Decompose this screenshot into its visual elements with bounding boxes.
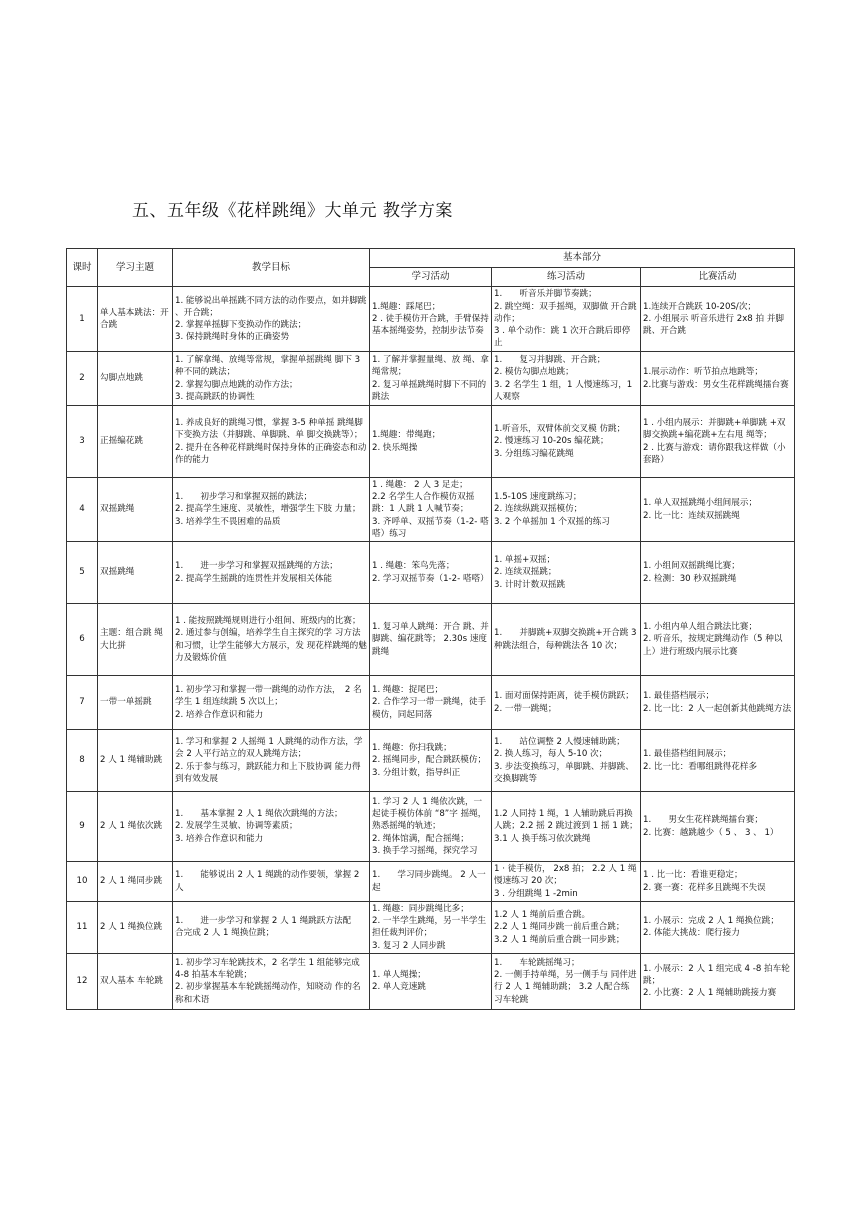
practice-activity: [492, 730, 641, 792]
learning-activity: [370, 406, 492, 478]
cell-line: 2. 学习双摇节奏（1-2- 嗒嗒）: [372, 573, 489, 584]
cell-line: 2. 单人竞速跳: [372, 982, 426, 993]
header-goals: 教学目标: [173, 249, 370, 287]
lesson-number: 9: [67, 792, 98, 862]
cell-line: 2. 乐于参与练习，跳跃能力和上下肢协调 能力得到有效发展: [175, 761, 361, 784]
practice-activity: [492, 406, 641, 478]
cell-line: 2. 体能大挑战：爬行接力: [643, 928, 740, 939]
lesson-number: 12: [67, 953, 98, 1009]
cell-line: 2. 摇绳同步，配合跳跃模仿；: [372, 755, 487, 766]
lesson-topic: 双摇跳绳: [98, 542, 173, 604]
table-row: [67, 862, 795, 902]
cell-line: 3. 步法变换练习，单脚跳、并脚跳、交换脚跳等: [494, 761, 634, 784]
cell-line: 2. 一带一跳绳；: [494, 703, 557, 714]
cell-line: 1.绳趣：带绳跑；: [372, 430, 441, 441]
lesson-plan-table: [66, 248, 795, 1010]
cell-line: 1. 绳趣：你扫我跳；: [372, 743, 452, 754]
cell-line: 1. 绳趣：同步跳绳比多；: [372, 904, 469, 915]
practice-activity: [492, 478, 641, 542]
cell-line: 种跳法组合，每种跳法各 10 次；: [494, 640, 623, 651]
cell-line: 1.绳趣：踩尾巴；: [372, 301, 441, 312]
lesson-topic: 勾脚点地跳: [98, 352, 173, 406]
header-basic-part: 基本部分: [370, 249, 795, 268]
cell-line: 3. 齐呼单、双摇节奏（1-2- 嗒嗒）练习: [372, 516, 489, 539]
cell-line: 1.2 人 1 绳前后重合跳。: [494, 910, 591, 921]
practice-activity: [492, 542, 641, 604]
cell-line: 1. 最佳搭档展示；: [643, 691, 715, 702]
learning-activity: [370, 478, 492, 542]
cell-line: 2. 提升在各种花样跳绳时保持身体的正确姿态和动作的能力: [175, 442, 367, 465]
cell-line: 1. 单摇+双摇；: [494, 555, 556, 566]
cell-line: 1.2 人同持 1 绳，1 人辅助跳后再换人跳；2.2 摇 2 跳过渡到 1 摇 1 跳； 3.1 人 换手练习依次跳绳: [494, 809, 638, 844]
header-lesson: 课时: [67, 249, 98, 287]
table-row: [67, 542, 795, 604]
header-learning-activity: 学习活动: [370, 268, 492, 287]
table-row: [67, 406, 795, 478]
cell-line: 2. 提高学生速度、灵敏性，增强学生下肢 力量；: [175, 504, 361, 515]
header-practice-activity: 练习活动: [492, 268, 641, 287]
lesson-topic: 主题：组合跳 绳大比拼: [98, 604, 173, 676]
cell-line: 2. 小比赛：2 人 1 绳辅助跳接力赛: [643, 988, 777, 999]
cell-line: 1. 初步学习和掌握双摇的跳法；: [175, 492, 313, 503]
cell-line: 3. 分组计数，指导纠正: [372, 767, 461, 778]
cell-line: 1. 复习并脚跳、开合跳；: [494, 355, 606, 366]
cell-line: 1 . 绳趣：笨鸟先落；: [372, 561, 455, 572]
cell-line: 1.连续开合跳跃 10-20S/次；: [643, 301, 757, 312]
cell-line: 1. 并脚跳+双脚交换跳+开合跳 3: [494, 628, 637, 639]
lesson-number: 7: [67, 676, 98, 730]
teaching-goals: [173, 730, 370, 792]
cell-line: 2. 通过参与创编，培养学生自主探究的学 习方法和习惯，让学生能够大方展示，发 现花样跳绳的魅力及锻炼价值: [175, 628, 367, 663]
competition-activity: [641, 352, 795, 406]
cell-line: 1. 最佳搭档组间展示；: [643, 749, 732, 760]
cell-line: 1.5-10S 速度跳练习；: [494, 492, 582, 503]
teaching-goals: [173, 902, 370, 954]
cell-line: 1 . 能按照跳绳规则进行小组间、班级内的比赛；: [175, 616, 361, 627]
cell-line: 2.2 人 1 绳同步跳一前后重合跳；: [494, 922, 625, 933]
cell-line: 1. 进一步学习和掌握双摇跳绳的方法；: [175, 561, 338, 572]
cell-line: 1. 站位调整 2 人慢速辅助跳；: [494, 737, 625, 748]
competition-activity: [641, 862, 795, 902]
teaching-goals: [173, 604, 370, 676]
lesson-topic: 2 人 1 绳辅助跳: [98, 730, 173, 792]
cell-line: 2. 小组展示 听音乐进行 2x8 拍 并脚跳、开合跳: [643, 313, 785, 337]
cell-line: 2 . 徒手模仿开合跳，手臂保持基本摇绳姿势，控制步法节奏: [372, 313, 489, 337]
teaching-goals: [173, 287, 370, 352]
table-row: [67, 676, 795, 730]
header-competition-activity: 比赛活动: [641, 268, 795, 287]
learning-activity: [370, 352, 492, 406]
cell-line: 1. 小展示：2 人 1 组完成 4 -8 拍车轮跳；: [643, 964, 790, 987]
cell-line: 2. 培养合作意识和能力: [175, 709, 264, 720]
cell-line: 2. 比一比：2 人一起创新其他跳绳方法: [643, 703, 792, 714]
cell-line: 3. 2 名学生 1 组，1 人慢速练习，1 人观察: [494, 379, 633, 402]
lesson-topic: 2 人 1 绳换位跳: [98, 902, 173, 954]
lesson-number: 5: [67, 542, 98, 604]
competition-activity: [641, 792, 795, 862]
cell-line: 1. 绳趣：捉尾巴；: [372, 685, 444, 696]
lesson-number: 3: [67, 406, 98, 478]
cell-line: 2. 比一比：连续双摇跳绳: [643, 510, 740, 521]
cell-line: 1. 车轮跳摇绳习；: [494, 957, 580, 968]
cell-line: 2. 一半学生跳绳，另一半学生担任裁判评价；: [372, 916, 487, 939]
cell-line: 2. 跳空绳：双手摇绳，双脚做 开合跳动作；: [494, 301, 637, 324]
cell-line: 3. 培养合作意识和能力: [175, 833, 264, 844]
header-topic: 学习主题: [98, 249, 173, 287]
cell-line: 3. 2 个单摇加 1 个双摇的练习: [494, 516, 610, 527]
lesson-number: 2: [67, 352, 98, 406]
table-row: [67, 478, 795, 542]
teaching-goals: [173, 478, 370, 542]
cell-line: 1. 单人双摇跳绳小组间展示；: [643, 498, 758, 509]
cell-line: 2. 提高学生摇跳的连贯性并发展相关体能: [175, 573, 333, 584]
lesson-topic: 一带一单摇跳: [98, 676, 173, 730]
cell-line: 1. 男女生花样跳绳擂台赛；: [643, 815, 763, 826]
table-row: [67, 604, 795, 676]
practice-activity: [492, 676, 641, 730]
cell-line: 1. 了解拿绳、放绳等常规，掌握单摇跳绳 脚下 3 种不同的跳法；: [175, 355, 361, 378]
practice-activity: [492, 953, 641, 1009]
teaching-goals: [173, 352, 370, 406]
cell-line: 2. 模仿勾脚点地跳；: [494, 367, 574, 378]
practice-activity: [492, 287, 641, 352]
lesson-number: 1: [67, 287, 98, 352]
cell-line: 1. 学习同步跳绳。 2 人一起: [372, 870, 486, 893]
learning-activity: [370, 542, 492, 604]
lesson-number: 11: [67, 902, 98, 954]
lesson-topic: 2 人 1 绳同步跳: [98, 862, 173, 902]
cell-line: 3.2 人 1 绳前后重合跳一同步跳；: [494, 934, 625, 945]
lesson-number: 10: [67, 862, 98, 902]
competition-activity: [641, 542, 795, 604]
lesson-topic: 双人基本 车轮跳: [98, 953, 173, 1009]
cell-line: 2. 检测：30 秒双摇跳绳: [643, 573, 737, 584]
cell-line: 1. 学习和掌握 2 人摇绳 1 人跳绳的动作方法，学会 2 人平行站立的双人跳绳方法；: [175, 737, 363, 760]
cell-line: 2. 比一比：看哪组跳得花样多: [643, 761, 758, 772]
cell-line: 1. 初步学习和掌握一带一跳绳的动作方法， 2 名学生 1 组连续跳 5 次以上；: [175, 685, 362, 708]
cell-line: 2 . 比赛与游戏：请你跟我这样做（小套路）: [643, 442, 786, 465]
cell-line: 1. 能够说出单摇跳不同方法的动作要点，如并脚跳 、开合跳；: [175, 295, 367, 318]
cell-line: 1. 基本掌握 2 人 1 绳依次跳绳的方法；: [175, 809, 343, 820]
teaching-goals: [173, 542, 370, 604]
cell-line: 2. 连续纵跳双摇模仿；: [494, 504, 583, 515]
cell-line: 2. 换人练习，每人 5-10 次；: [494, 749, 608, 760]
competition-activity: [641, 604, 795, 676]
cell-line: 1. 小展示：完成 2 人 1 绳换位跳；: [643, 916, 779, 927]
cell-line: 2. 初步掌握基本车轮跳摇绳动作，知晓动 作的名称和术语: [175, 982, 361, 1005]
lesson-topic: 正摇编花跳: [98, 406, 173, 478]
cell-line: 1. 单人绳操；: [372, 970, 426, 981]
cell-line: 1. 初步学习车轮跳技术，2 名学生 1 组能够完成 4-8 拍基本车轮跳；: [175, 957, 360, 981]
learning-activity: [370, 792, 492, 862]
lesson-topic: 双摇跳绳: [98, 478, 173, 542]
cell-line: 2. 绳体馆满，配合摇绳；: [372, 833, 469, 844]
cell-line: 2.比赛与游戏：男女生花样跳绳擂台赛: [643, 379, 789, 390]
competition-activity: [641, 478, 795, 542]
competition-activity: [641, 953, 795, 1009]
competition-activity: [641, 406, 795, 478]
cell-line: 1 · 徒手模仿， 2x8 拍； 2.2 人 1 绳慢速练习 20 次；: [494, 864, 637, 887]
lesson-number: 4: [67, 478, 98, 542]
practice-activity: [492, 792, 641, 862]
lesson-number: 6: [67, 604, 98, 676]
learning-activity: [370, 287, 492, 352]
table-row: [67, 352, 795, 406]
learning-activity: [370, 730, 492, 792]
cell-line: 2. 听音乐，按规定跳绳动作（5 种以上）进行班级内展示比赛: [643, 634, 783, 657]
lesson-topic: 2 人 1 绳依次跳: [98, 792, 173, 862]
cell-line: 2. 发展学生灵敏、协调等素质；: [175, 821, 298, 832]
cell-line: 1. 面对面保持距离，徒手模仿跳跃；: [494, 691, 634, 702]
cell-line: 1 . 比一比：看谁更稳定；: [643, 870, 743, 881]
cell-line: 2. 一侧手持单绳，另一侧手与 同伴进行 2 人 1 绳辅助跳； 3.2 人配合练习车轮跳: [494, 970, 637, 1005]
cell-line: 合完成 2 人 1 绳换位跳；: [175, 928, 275, 939]
cell-line: 1. 听音乐并脚节奏跳；: [494, 289, 597, 300]
cell-line: 2. 掌握单摇脚下变换动作的跳法；: [175, 320, 307, 330]
cell-line: 1. 进一步学习和掌握 2 人 1 绳跳跃方法配: [175, 916, 352, 927]
learning-activity: [370, 953, 492, 1009]
cell-line: 2. 慢速练习 10-20s 编花跳；: [494, 436, 609, 447]
cell-line: 1 . 绳趣： 2 人 3 足走；: [372, 480, 468, 490]
cell-line: 2. 快乐绳操: [372, 442, 418, 453]
competition-activity: [641, 287, 795, 352]
lesson-topic: 单人基本跳法：开合跳: [98, 287, 173, 352]
cell-line: 1.听音乐，双臂体前交叉模 仿跳；: [494, 424, 626, 435]
practice-activity: [492, 862, 641, 902]
table-row: [67, 792, 795, 862]
cell-line: 2. 比赛：越跳越少（ 5 、 3 、 1）: [643, 827, 779, 838]
table-row: [67, 730, 795, 792]
cell-line: 3 . 单个动作：跳 1 次开合跳后即停止: [494, 326, 631, 349]
cell-line: 2.2 名学生人合作模仿双摇跳：1 人跳 1 人喊节奏；: [372, 492, 475, 515]
cell-line: 1.展示动作：听节拍点地跳等；: [643, 367, 763, 378]
practice-activity: [492, 902, 641, 954]
practice-activity: [492, 604, 641, 676]
cell-line: 3. 保持跳绳时身体的正确姿势: [175, 332, 290, 343]
teaching-goals: [173, 792, 370, 862]
cell-line: 2. 赛一赛：花样多且跳绳不失误: [643, 882, 766, 893]
lesson-number: 8: [67, 730, 98, 792]
teaching-goals: [173, 406, 370, 478]
cell-line: 1. 小组内单人组合跳法比赛；: [643, 622, 758, 633]
cell-line: 1. 养成良好的跳绳习惯，掌握 3-5 种单摇 跳绳脚下变换方法（并脚跳、单脚跳、单 脚交换跳等）；: [175, 418, 363, 441]
learning-activity: [370, 604, 492, 676]
cell-line: 1. 小组间双摇跳绳比赛；: [643, 561, 740, 572]
table-row: [67, 902, 795, 954]
cell-line: 3. 提高跳跃的协调性: [175, 391, 255, 402]
page-title: 五、五年级《花样跳绳》大单元 教学方案: [132, 201, 453, 221]
table-row: [67, 287, 795, 352]
cell-line: 1 . 小组内展示：并脚跳+单脚跳 +双脚交换跳+编花跳+左右甩 绳等；: [643, 418, 786, 441]
cell-line: 2. 掌握勾脚点地跳的动作方法；: [175, 379, 298, 390]
competition-activity: [641, 902, 795, 954]
cell-line: 3. 计时计数双摇跳: [494, 579, 566, 590]
cell-line: 1. 复习单人跳绳：开合 跳、并脚跳、编花跳等； 2.30s 速度跳绳: [372, 622, 489, 657]
cell-line: 3. 复习 2 人同步跳: [372, 940, 446, 951]
cell-line: 1. 能够说出 2 人 1 绳跳的动作要领，掌握 2 人: [175, 870, 360, 893]
cell-line: 3. 培养学生不畏困难的品质: [175, 516, 281, 527]
table-row: [67, 953, 795, 1009]
practice-activity: [492, 352, 641, 406]
teaching-goals: [173, 953, 370, 1009]
cell-line: 3 . 分组跳绳 1 -2min: [494, 888, 578, 899]
cell-line: 3. 分组练习编花跳绳: [494, 448, 574, 459]
competition-activity: [641, 676, 795, 730]
learning-activity: [370, 902, 492, 954]
teaching-goals: [173, 862, 370, 902]
cell-line: 2. 复习单摇跳绳时脚下不同的跳法: [372, 379, 487, 402]
cell-line: 2. 连续双摇跳；: [494, 567, 557, 578]
competition-activity: [641, 730, 795, 792]
learning-activity: [370, 676, 492, 730]
cell-line: 1. 学习 2 人 1 绳依次跳，一起徒手模仿体前 “8”字 摇绳，熟悉摇绳的轨迹；: [372, 797, 487, 832]
teaching-goals: [173, 676, 370, 730]
cell-line: 1. 了解并掌握量绳、放 绳、拿绳常规；: [372, 355, 489, 378]
cell-line: 2. 合作学习一带一跳绳，徒手模仿，同起同落: [372, 697, 487, 720]
cell-line: 3. 换手学习摇绳，探究学习: [372, 845, 478, 856]
learning-activity: [370, 862, 492, 902]
